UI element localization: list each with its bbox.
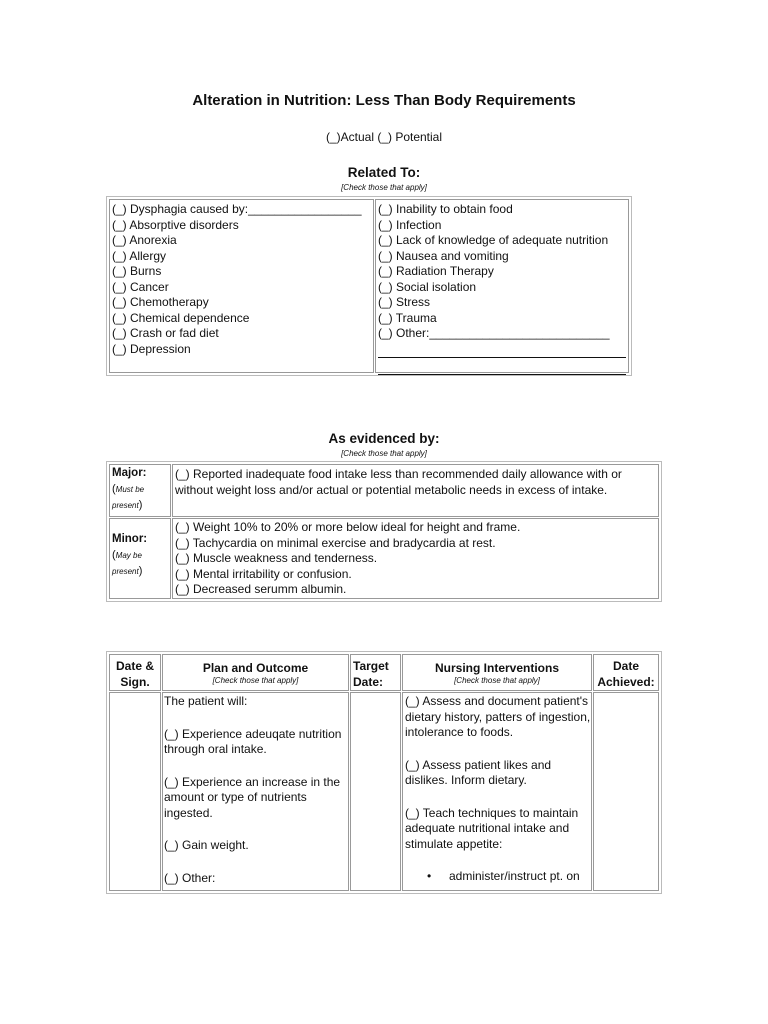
- list-item: (_) Lack of knowledge of adequate nutrition: [378, 233, 609, 247]
- list-item: (_) Muscle weakness and tenderness.: [175, 551, 378, 565]
- list-item: (_) Cancer: [112, 279, 169, 294]
- related-to-right-list: [376, 200, 628, 375]
- evidenced-by-heading: As evidenced by:: [328, 431, 440, 446]
- related-to-table: [106, 196, 632, 376]
- related-to-right-cell: [375, 199, 629, 373]
- nursing-interventions-header-text: Nursing Interventions: [434, 661, 559, 675]
- target-date-header-text: Target Date:: [353, 659, 389, 689]
- list-item: (_) Experience an increase in the amount or type of nutrients ingested.: [164, 774, 341, 820]
- list-item: (_) Stress: [378, 295, 431, 309]
- list-item: (_) Teach techniques to maintain adequate nutritional intake and stimulate appetite:: [405, 805, 579, 851]
- date-achieved-cell: [593, 692, 659, 891]
- blank-write-line: [378, 358, 626, 375]
- list-item: (_) Allergy: [112, 248, 167, 263]
- list-item: (_) Experience adeuqate nutrition through oral intake.: [164, 726, 342, 756]
- list-item: (_) Gain weight.: [164, 838, 249, 852]
- related-to-heading: Related To:: [347, 165, 421, 180]
- list-item: (_) Burns: [112, 264, 162, 278]
- nursing-interventions-cell: [402, 692, 592, 891]
- paren-open: (: [112, 549, 116, 561]
- list-item: (_) Crash or fad diet: [112, 326, 219, 340]
- major-label: Major:: [112, 467, 147, 479]
- list-item: (_) Infection: [378, 217, 442, 232]
- list-item: (_) Other:___________________________: [378, 326, 610, 340]
- major-note: Must be present: [112, 485, 145, 510]
- date-sign-cell: [109, 692, 161, 891]
- list-item: (_) Dysphagia caused by:_________________: [112, 202, 362, 216]
- minor-label: Minor:: [112, 533, 148, 545]
- list-item: The patient will:: [164, 694, 248, 708]
- list-item: (_) Depression: [112, 341, 191, 356]
- actual-potential-options: (_)Actual (_) Potential: [325, 130, 443, 144]
- plan-outcome-note: [Check those that apply]: [212, 676, 299, 685]
- major-criteria: (_) Reported inadequate food intake less than recommended daily allowance with or without weight loss and/or actual or potential metabolic needs in excess of intake.: [175, 467, 622, 497]
- list-item: (_) Inability to obtain food: [378, 202, 513, 216]
- related-to-left-cell: [109, 199, 374, 373]
- list-item: (_) Assess and document patient's dietary history, patters of ingestion, intolerance to foods.: [405, 694, 591, 739]
- minor-text-cell: [172, 518, 659, 599]
- related-to-note: [Check those that apply]: [341, 183, 427, 192]
- evidenced-by-note: [Check those that apply]: [341, 449, 427, 458]
- plan-outcome-header: [162, 654, 349, 691]
- nursing-interventions-note: [Check those that apply]: [454, 676, 540, 685]
- nursing-interventions-header: [402, 654, 592, 691]
- target-date-cell: [350, 692, 401, 891]
- list-item: (_) Chemical dependence: [112, 310, 250, 325]
- paren-close: ): [138, 565, 143, 577]
- minor-label-cell: [109, 518, 171, 599]
- list-item: (_) Chemotherapy: [112, 295, 209, 309]
- major-text-cell: [172, 464, 659, 517]
- list-item: (_) Radiation Therapy: [378, 264, 494, 278]
- date-sign-header-text: Date & Sign.: [115, 659, 154, 689]
- date-achieved-header: [593, 654, 659, 691]
- page-title: Alteration in Nutrition: Less Than Body Requirements: [192, 92, 576, 109]
- list-item: (_) Mental irritability or confusion.: [175, 566, 352, 581]
- plan-outcome-cell: [162, 692, 349, 891]
- list-item: (_) Assess patient likes and dislikes. Inform dietary.: [405, 757, 552, 787]
- care-plan-table: [106, 651, 662, 894]
- target-date-header: [350, 654, 401, 691]
- list-item: (_) Other:: [164, 870, 216, 885]
- evidenced-by-table: [106, 461, 662, 602]
- major-label-cell: [109, 464, 171, 517]
- list-item: (_) Nausea and vomiting: [378, 248, 509, 263]
- list-item: (_) Social isolation: [378, 279, 477, 294]
- list-item: • administer/instruct pt. on: [405, 869, 591, 885]
- list-item: (_) Anorexia: [112, 233, 177, 247]
- list-item: (_) Decreased serumm albumin.: [175, 582, 347, 596]
- date-achieved-header-text: Date Achieved:: [597, 659, 655, 689]
- blank-write-line: [378, 342, 626, 359]
- list-item: (_) Tachycardia on minimal exercise and bradycardia at rest.: [175, 535, 496, 550]
- plan-outcome-header-text: Plan and Outcome: [202, 661, 309, 675]
- list-item: (_) Trauma: [378, 310, 437, 325]
- date-sign-header: [109, 654, 161, 691]
- list-item: (_) Absorptive disorders: [112, 217, 239, 232]
- related-to-left-list: [110, 200, 373, 357]
- list-item: (_) Weight 10% to 20% or more below ideal for height and frame.: [175, 520, 521, 534]
- paren-close: ): [138, 499, 143, 511]
- minor-note: May be present: [112, 551, 142, 576]
- paren-open: (: [112, 483, 116, 495]
